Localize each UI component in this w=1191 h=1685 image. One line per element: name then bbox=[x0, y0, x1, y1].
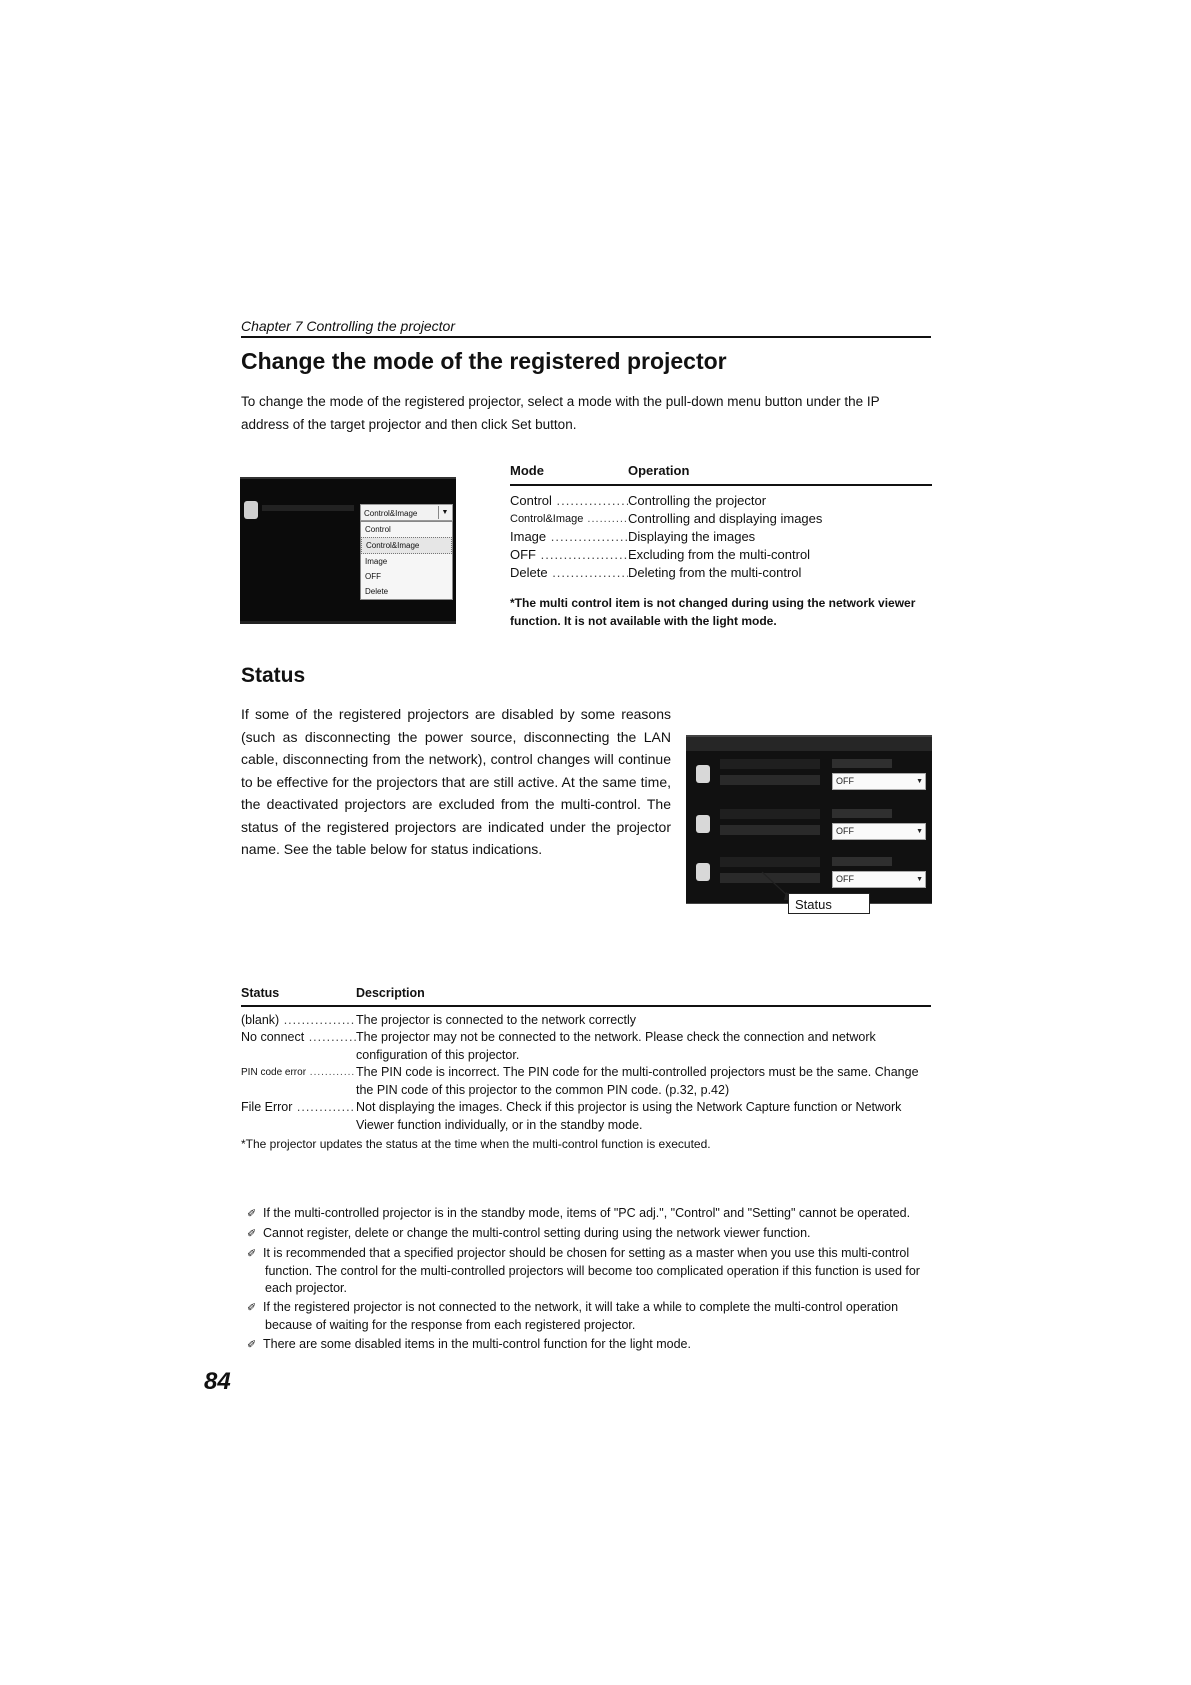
lock-icon bbox=[696, 765, 710, 783]
table-row bbox=[510, 528, 932, 546]
projector-bar bbox=[262, 505, 354, 511]
chevron-down-icon[interactable]: ▼ bbox=[916, 778, 923, 785]
mode-table-header bbox=[510, 463, 932, 478]
mode-operation: Deleting from the multi-control bbox=[628, 564, 802, 580]
table-row bbox=[510, 492, 932, 510]
projector-name bbox=[720, 759, 820, 769]
mode-select-value: OFF bbox=[836, 874, 854, 884]
dropdown-option[interactable]: Delete bbox=[365, 587, 389, 596]
mode-dropdown[interactable] bbox=[360, 504, 453, 521]
mode-table-rule bbox=[510, 484, 932, 486]
status-name: No connect ..... bbox=[241, 1029, 356, 1064]
table-row bbox=[241, 1099, 931, 1134]
projector-status bbox=[720, 775, 820, 785]
mode-select[interactable] bbox=[832, 773, 926, 790]
table-row bbox=[241, 1012, 931, 1030]
tip-text: There are some disabled items in the multi-control function for the light mode. bbox=[263, 1337, 691, 1351]
status-screenshot bbox=[686, 735, 932, 904]
projector-ip bbox=[832, 809, 892, 818]
dropdown-option[interactable]: Control bbox=[365, 525, 391, 534]
tip-item bbox=[245, 1299, 931, 1334]
mode-name: Image ..... bbox=[510, 528, 628, 546]
table-row bbox=[510, 564, 932, 582]
mode-operation: Displaying the images bbox=[628, 528, 756, 544]
chevron-down-icon[interactable]: ▼ bbox=[916, 828, 923, 835]
tip-item bbox=[245, 1245, 931, 1297]
mode-select[interactable] bbox=[832, 871, 926, 888]
mode-select-value: OFF bbox=[836, 826, 854, 836]
projector-status bbox=[720, 825, 820, 835]
dropdown-option[interactable]: Image bbox=[365, 557, 388, 566]
status-description: The projector is connected to the network correctly bbox=[356, 1012, 636, 1027]
table-row bbox=[510, 510, 932, 528]
section-title-status: Status bbox=[241, 664, 306, 687]
tip-item bbox=[245, 1336, 931, 1354]
pencil-icon: ✐ bbox=[247, 1302, 257, 1314]
description-col-header: Description bbox=[356, 986, 425, 1000]
mode-operation: Controlling and displaying images bbox=[628, 510, 823, 526]
mode-select-value: OFF bbox=[836, 776, 854, 786]
projector-ip bbox=[832, 857, 892, 866]
mode-operation: Excluding from the multi-control bbox=[628, 546, 811, 562]
status-callout: Status bbox=[788, 893, 870, 914]
tip-item bbox=[245, 1205, 931, 1223]
status-name: File Error ..... bbox=[241, 1099, 356, 1134]
status-description: The PIN code is incorrect. The PIN code for the multi-controlled projectors must be the same. Change the PIN code of this projector to the common PIN code. (p.32, p.42) bbox=[356, 1065, 919, 1097]
lock-icon bbox=[696, 815, 710, 833]
section-title-change-mode: Change the mode of the registered projector bbox=[241, 348, 727, 374]
pencil-icon: ✐ bbox=[247, 1339, 257, 1351]
mode-select[interactable] bbox=[832, 823, 926, 840]
mode-menu-screenshot bbox=[240, 477, 456, 624]
lock-icon bbox=[696, 863, 710, 881]
tip-item bbox=[245, 1225, 931, 1243]
tips-list bbox=[245, 1205, 931, 1356]
mode-col-header: Mode bbox=[510, 463, 544, 478]
mode-name: Control ..... bbox=[510, 492, 628, 510]
tip-text: If the multi-controlled projector is in the standby mode, items of "PC adj.", "Control" and "Setting" cannot be operated. bbox=[263, 1206, 911, 1220]
mode-table bbox=[510, 463, 932, 630]
status-body: If some of the registered projectors are disabled by some reasons (such as disconnecting the power source, disconnecting the LAN cable, disconnecting from the network), control changes will continue to be effective for the projectors that are still active. At the same time, the deactivated projectors are excluded from the multi-control. The status of the registered projectors are indicated under the projector name. See the table below for status indications. bbox=[241, 706, 671, 857]
pencil-icon: ✐ bbox=[247, 1208, 257, 1220]
status-table-header bbox=[241, 986, 931, 1000]
projector-ip bbox=[832, 759, 892, 768]
list-header-bar bbox=[686, 737, 932, 751]
pencil-icon: ✐ bbox=[247, 1228, 257, 1240]
chapter-header: Chapter 7 Controlling the projector bbox=[241, 318, 456, 334]
status-description: Not displaying the images. Check if this projector is using the Network Capture function or Network Viewer function individually, or in the standby mode. bbox=[356, 1100, 902, 1132]
table-row bbox=[510, 546, 932, 564]
status-description: The projector may not be connected to the network. Please check the connection and network configuration of this projector. bbox=[356, 1030, 876, 1062]
tip-text: Cannot register, delete or change the multi-control setting during using the network viewer function. bbox=[263, 1226, 811, 1240]
header-rule bbox=[241, 336, 931, 338]
dropdown-option[interactable]: Control&Image bbox=[361, 537, 452, 554]
tip-text: If the registered projector is not connected to the network, it will take a while to complete the multi-control operation because of waiting for the response from each registered projector. bbox=[263, 1300, 899, 1332]
status-col-header: Status bbox=[241, 986, 280, 1000]
status-table-note: *The projector updates the status at the time when the multi-control function is executed. bbox=[241, 1137, 711, 1151]
lock-icon bbox=[244, 501, 258, 519]
mode-table-note: *The multi control item is not changed during using the network viewer function. It is not available with the light mode. bbox=[510, 595, 916, 628]
mode-dropdown-value: Control&Image bbox=[364, 509, 418, 518]
projector-name bbox=[720, 809, 820, 819]
mode-name: OFF ..... bbox=[510, 546, 628, 564]
projector-row bbox=[692, 805, 928, 851]
projector-name bbox=[720, 857, 820, 867]
mode-name: Delete ..... bbox=[510, 564, 628, 582]
table-row bbox=[241, 1029, 931, 1064]
projector-row bbox=[692, 755, 928, 801]
status-table-rule bbox=[241, 1005, 931, 1007]
chevron-down-icon[interactable]: ▼ bbox=[916, 876, 923, 883]
status-name: PIN code error ..... bbox=[241, 1064, 356, 1099]
mode-name: Control&Image ..... bbox=[510, 510, 628, 528]
operation-col-header: Operation bbox=[628, 463, 690, 478]
mode-dropdown-list bbox=[360, 521, 453, 600]
section-intro: To change the mode of the registered projector, select a mode with the pull-down menu button under the IP address of the target projector and then click Set button. bbox=[241, 394, 880, 432]
pencil-icon: ✐ bbox=[247, 1248, 257, 1260]
status-table bbox=[241, 986, 931, 1153]
table-row bbox=[241, 1064, 931, 1099]
tip-text: It is recommended that a specified projector should be chosen for setting as a master when you use this multi-control function. The control for the multi-controlled projectors will become too complicated operation if this function is used for each projector. bbox=[263, 1246, 920, 1295]
page-number: 84 bbox=[204, 1368, 231, 1395]
status-name: (blank) ..... bbox=[241, 1012, 356, 1030]
dropdown-option[interactable]: OFF bbox=[365, 572, 381, 581]
chevron-down-icon[interactable]: ▼ bbox=[438, 506, 451, 519]
mode-operation: Controlling the projector bbox=[628, 492, 767, 508]
